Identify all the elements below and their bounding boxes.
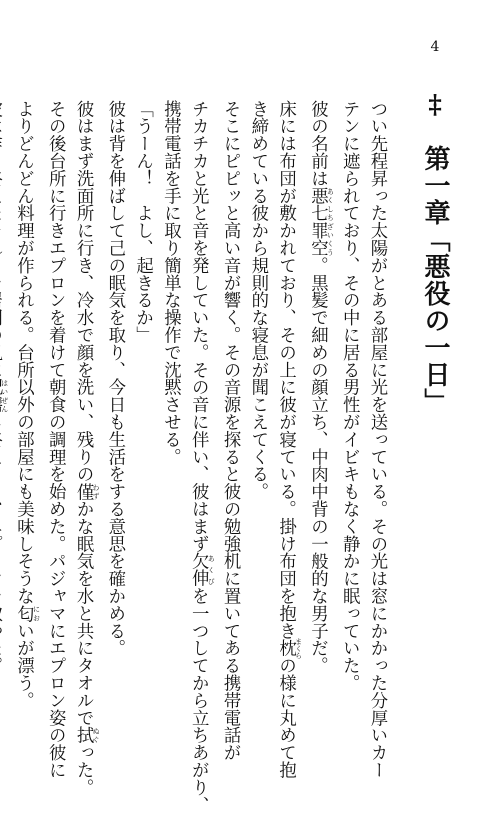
text-line	[271, 100, 303, 779]
ruby-reading: あくび	[207, 552, 216, 588]
text-line	[156, 100, 184, 660]
text-segment: よりどんどん料理が作られる。台所以外の部屋にも美味しそうな	[13, 100, 34, 605]
text-segment: つい先程昇った太陽がとある部屋に光を送っている。その光は窓にかかった分厚いカー	[367, 100, 387, 779]
text-segment: 床には布団が敷かれており、その上に彼が寝ている。掛け布団を抱き	[275, 100, 296, 640]
text-line	[0, 100, 9, 660]
text-line	[243, 100, 271, 660]
ruby-word	[188, 552, 216, 588]
text-line	[303, 100, 335, 675]
text-segment: いが漂う。	[13, 622, 34, 710]
text-line	[40, 100, 68, 779]
ruby-word	[13, 604, 41, 623]
ruby-base: 悪七罪空	[307, 187, 328, 257]
chapter-title: 第一章「悪役の一日」	[420, 145, 450, 416]
page-number: 4	[430, 39, 440, 55]
text-line	[215, 100, 243, 762]
body-text	[0, 100, 390, 813]
text-segment: テンに遮られており、その中に居る男性がイビキもなく静かに眠っていた。	[339, 100, 360, 692]
text-segment: 「うーん！ よし、起きるか」	[132, 100, 153, 344]
text-segment: 彼は背を伸ばして己の眠気を取り、今日も生活をする意思を確かめる。	[104, 100, 125, 657]
text-segment: き締めている彼から規則的な寝息が聞こえてくる。	[247, 100, 268, 501]
text-segment: を一つしてから立ちあがり、	[188, 587, 209, 813]
ruby-base: 欠伸	[188, 552, 209, 588]
text-segment: 彼はまず洗面所に行き、冷水で顔を洗い、残りの	[73, 100, 94, 483]
text-segment: の様に丸めて抱	[275, 656, 296, 779]
text-segment: 。黒髪で細めの顔立ち、中肉中背の一般的な男子だ。	[307, 256, 328, 675]
text-segment: 彼の名前は	[307, 100, 328, 187]
text-segment: チカチカと光と音を発していた。その音に伴い、彼はまず	[188, 100, 209, 553]
text-line	[9, 100, 41, 710]
text-line	[68, 100, 101, 797]
chapter-heading	[418, 90, 452, 630]
ruby-base: 拭	[73, 726, 94, 744]
ruby-word	[0, 378, 9, 414]
text-segment: その後台所に行きエプロンを着けて朝食の調理を始めた。パジャマにエプロン姿の彼に	[45, 100, 66, 779]
ruby-reading: わず	[92, 482, 101, 501]
ruby-reading: はいぜん	[0, 378, 9, 414]
ruby-base: 枕	[275, 637, 296, 659]
ruby-word	[73, 726, 101, 744]
text-line	[100, 100, 128, 660]
ruby-base: 匂	[13, 604, 34, 623]
text-segment	[0, 100, 2, 378]
ruby-reading: まくら	[294, 637, 303, 659]
ruby-reading: あくしちざいくう	[326, 187, 335, 257]
ruby-reading: ぬぐ	[92, 726, 101, 744]
ruby-word	[307, 187, 335, 257]
text-line	[183, 100, 216, 813]
ruby-reading: にお	[32, 604, 41, 622]
text-segment	[0, 413, 2, 674]
text-segment: かな眠気を水と共にタオルで	[73, 500, 94, 727]
text-line	[128, 100, 156, 660]
text-line	[334, 100, 362, 692]
text-line	[362, 100, 390, 779]
text-segment: った。	[73, 743, 94, 797]
ruby-base: 僅	[73, 482, 94, 501]
text-segment: そこにピピッと高い音が響く。その音源を探ると彼の勉強机に置いてある携帯電話が	[220, 100, 241, 762]
text-segment: 携帯電話を手に取り簡単な操作で沈黙させる。	[160, 100, 181, 466]
ruby-word	[275, 637, 303, 659]
ruby-word	[73, 482, 101, 501]
chapter-mark: ‡	[420, 90, 450, 121]
